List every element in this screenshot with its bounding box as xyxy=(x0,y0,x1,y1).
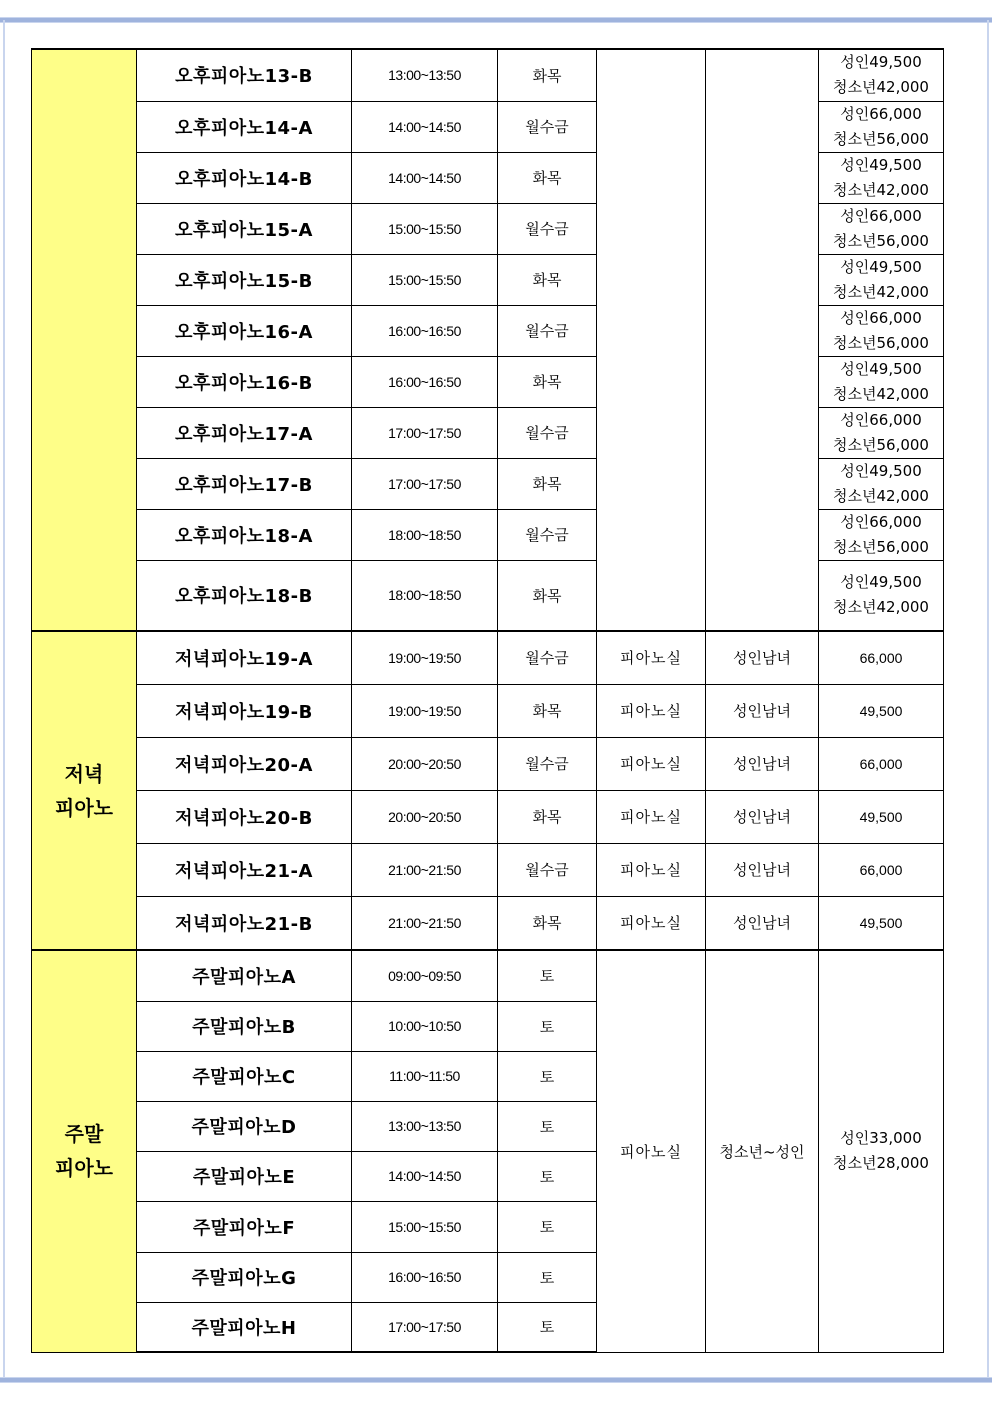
class-name: 저녁피아노20-A xyxy=(137,737,352,790)
class-name: 저녁피아노21-B xyxy=(137,896,352,950)
class-days: 화목 xyxy=(498,49,597,101)
class-price xyxy=(819,203,944,254)
class-name: 저녁피아노19-B xyxy=(137,684,352,737)
price-youth: 청소년42,000 xyxy=(833,282,929,301)
class-time: 20:00~20:50 xyxy=(352,737,498,790)
class-time: 19:00~19:50 xyxy=(352,684,498,737)
class-time: 16:00~16:50 xyxy=(352,356,498,407)
class-name: 저녁피아노19-A xyxy=(137,631,352,684)
class-name: 오후피아노17-A xyxy=(137,407,352,458)
class-time: 15:00~15:50 xyxy=(352,254,498,305)
class-time: 17:00~17:50 xyxy=(352,407,498,458)
class-days: 월수금 xyxy=(498,631,597,684)
class-price xyxy=(819,560,944,631)
class-room: 피아노실 xyxy=(597,737,706,790)
class-name: 오후피아노15-B xyxy=(137,254,352,305)
class-name: 주말피아노B xyxy=(137,1001,352,1051)
class-days: 월수금 xyxy=(498,509,597,560)
class-price xyxy=(819,407,944,458)
class-time: 19:00~19:50 xyxy=(352,631,498,684)
class-time: 16:00~16:50 xyxy=(352,1252,498,1302)
class-time: 20:00~20:50 xyxy=(352,790,498,843)
class-name: 주말피아노A xyxy=(137,950,352,1001)
class-name: 오후피아노16-A xyxy=(137,305,352,356)
class-target: 성인남녀 xyxy=(706,737,819,790)
page-frame-top xyxy=(0,17,992,23)
class-time: 15:00~15:50 xyxy=(352,203,498,254)
class-days: 토 xyxy=(498,1051,597,1101)
class-days: 화목 xyxy=(498,458,597,509)
price-adult: 성인49,500 xyxy=(840,359,922,378)
class-time: 21:00~21:50 xyxy=(352,896,498,950)
class-room: 피아노실 xyxy=(597,790,706,843)
class-room: 피아노실 xyxy=(597,950,706,1352)
target-afternoon xyxy=(706,49,819,631)
class-name: 주말피아노D xyxy=(137,1101,352,1151)
class-days: 화목 xyxy=(498,560,597,631)
class-days: 월수금 xyxy=(498,305,597,356)
class-time: 21:00~21:50 xyxy=(352,843,498,896)
class-days: 토 xyxy=(498,1252,597,1302)
price-adult: 성인49,500 xyxy=(840,461,922,480)
table-row xyxy=(32,843,944,896)
class-target: 성인남녀 xyxy=(706,843,819,896)
class-price: 49,500 xyxy=(819,790,944,843)
class-price: 49,500 xyxy=(819,896,944,950)
class-days: 토 xyxy=(498,1201,597,1252)
class-target: 성인남녀 xyxy=(706,896,819,950)
class-time: 17:00~17:50 xyxy=(352,458,498,509)
class-price: 66,000 xyxy=(819,631,944,684)
page-frame-left xyxy=(3,20,5,1380)
class-name: 주말피아노C xyxy=(137,1051,352,1101)
class-room: 피아노실 xyxy=(597,684,706,737)
class-time: 14:00~14:50 xyxy=(352,1151,498,1201)
class-time: 17:00~17:50 xyxy=(352,1302,498,1352)
class-name: 주말피아노E xyxy=(137,1151,352,1201)
class-name: 오후피아노14-B xyxy=(137,152,352,203)
class-target: 성인남녀 xyxy=(706,684,819,737)
price-adult: 성인49,500 xyxy=(840,573,922,592)
table-row xyxy=(32,631,944,684)
class-price xyxy=(819,49,944,101)
table-row xyxy=(32,950,944,1001)
class-days: 화목 xyxy=(498,790,597,843)
price-youth: 청소년56,000 xyxy=(833,231,929,250)
class-price: 66,000 xyxy=(819,737,944,790)
price-youth: 청소년42,000 xyxy=(833,384,929,403)
class-name: 주말피아노G xyxy=(137,1252,352,1302)
class-name: 저녁피아노20-B xyxy=(137,790,352,843)
class-room: 피아노실 xyxy=(597,843,706,896)
class-name: 주말피아노F xyxy=(137,1201,352,1252)
category-afternoon xyxy=(32,49,137,631)
class-days: 월수금 xyxy=(498,203,597,254)
schedule-body xyxy=(32,49,944,1352)
class-days: 토 xyxy=(498,1151,597,1201)
class-price xyxy=(819,254,944,305)
price-youth: 청소년56,000 xyxy=(833,435,929,454)
class-price xyxy=(819,356,944,407)
class-time: 13:00~13:50 xyxy=(352,49,498,101)
table-row xyxy=(32,896,944,950)
class-time: 18:00~18:50 xyxy=(352,560,498,631)
class-time: 10:00~10:50 xyxy=(352,1001,498,1051)
class-time: 14:00~14:50 xyxy=(352,101,498,152)
price-adult: 성인66,000 xyxy=(840,410,922,429)
class-room: 피아노실 xyxy=(597,896,706,950)
class-days: 토 xyxy=(498,1302,597,1352)
category-weekend xyxy=(32,950,137,1352)
class-price xyxy=(819,950,944,1352)
page-frame-bottom xyxy=(0,1377,992,1383)
table-row xyxy=(32,49,944,101)
class-name: 오후피아노15-A xyxy=(137,203,352,254)
category-label-line2: 피아노 xyxy=(55,795,113,820)
table-row xyxy=(32,790,944,843)
schedule-table xyxy=(31,48,944,1353)
class-name: 오후피아노16-B xyxy=(137,356,352,407)
page-frame-right xyxy=(987,20,989,1380)
price-adult: 성인66,000 xyxy=(840,104,922,123)
class-time: 13:00~13:50 xyxy=(352,1101,498,1151)
price-youth: 청소년42,000 xyxy=(833,486,929,505)
price-youth: 청소년56,000 xyxy=(833,333,929,352)
class-days: 월수금 xyxy=(498,101,597,152)
price-adult: 성인49,500 xyxy=(840,53,922,72)
class-price xyxy=(819,152,944,203)
class-days: 화목 xyxy=(498,254,597,305)
class-time: 14:00~14:50 xyxy=(352,152,498,203)
class-name: 오후피아노13-B xyxy=(137,49,352,101)
class-days: 월수금 xyxy=(498,737,597,790)
class-target: 성인남녀 xyxy=(706,790,819,843)
class-name: 오후피아노17-B xyxy=(137,458,352,509)
price-youth: 청소년42,000 xyxy=(833,78,929,97)
price-adult: 성인66,000 xyxy=(840,308,922,327)
category-label-line1: 주말 xyxy=(64,1122,104,1147)
price-youth: 청소년42,000 xyxy=(833,598,929,617)
price-adult: 성인49,500 xyxy=(840,155,922,174)
class-days: 토 xyxy=(498,1001,597,1051)
class-target: 성인남녀 xyxy=(706,631,819,684)
table-row xyxy=(32,737,944,790)
class-days: 화목 xyxy=(498,356,597,407)
price-adult: 성인49,500 xyxy=(840,257,922,276)
price-adult: 성인66,000 xyxy=(840,206,922,225)
class-days: 토 xyxy=(498,950,597,1001)
class-price xyxy=(819,458,944,509)
class-price: 49,500 xyxy=(819,684,944,737)
category-label-line1: 저녁 xyxy=(64,761,104,786)
class-room: 피아노실 xyxy=(597,631,706,684)
price-youth: 청소년56,000 xyxy=(833,537,929,556)
class-days: 화목 xyxy=(498,152,597,203)
class-days: 월수금 xyxy=(498,407,597,458)
class-price xyxy=(819,101,944,152)
table-row xyxy=(32,684,944,737)
class-days: 월수금 xyxy=(498,843,597,896)
category-label-line2: 피아노 xyxy=(55,1156,113,1181)
class-time: 16:00~16:50 xyxy=(352,305,498,356)
class-price: 66,000 xyxy=(819,843,944,896)
class-name: 주말피아노H xyxy=(137,1302,352,1352)
price-adult: 성인33,000 xyxy=(840,1129,922,1148)
price-youth: 청소년42,000 xyxy=(833,180,929,199)
price-youth: 청소년56,000 xyxy=(833,129,929,148)
room-afternoon xyxy=(597,49,706,631)
category-evening xyxy=(32,631,137,950)
class-time: 11:00~11:50 xyxy=(352,1051,498,1101)
class-time: 15:00~15:50 xyxy=(352,1201,498,1252)
class-price xyxy=(819,305,944,356)
class-target: 청소년~성인 xyxy=(706,950,819,1352)
class-days: 화목 xyxy=(498,684,597,737)
class-name: 오후피아노18-B xyxy=(137,560,352,631)
class-days: 토 xyxy=(498,1101,597,1151)
class-days: 화목 xyxy=(498,896,597,950)
class-time: 18:00~18:50 xyxy=(352,509,498,560)
class-name: 오후피아노18-A xyxy=(137,509,352,560)
class-price xyxy=(819,509,944,560)
class-name: 오후피아노14-A xyxy=(137,101,352,152)
price-youth: 청소년28,000 xyxy=(833,1154,929,1173)
price-adult: 성인66,000 xyxy=(840,512,922,531)
class-name: 저녁피아노21-A xyxy=(137,843,352,896)
class-time: 09:00~09:50 xyxy=(352,950,498,1001)
